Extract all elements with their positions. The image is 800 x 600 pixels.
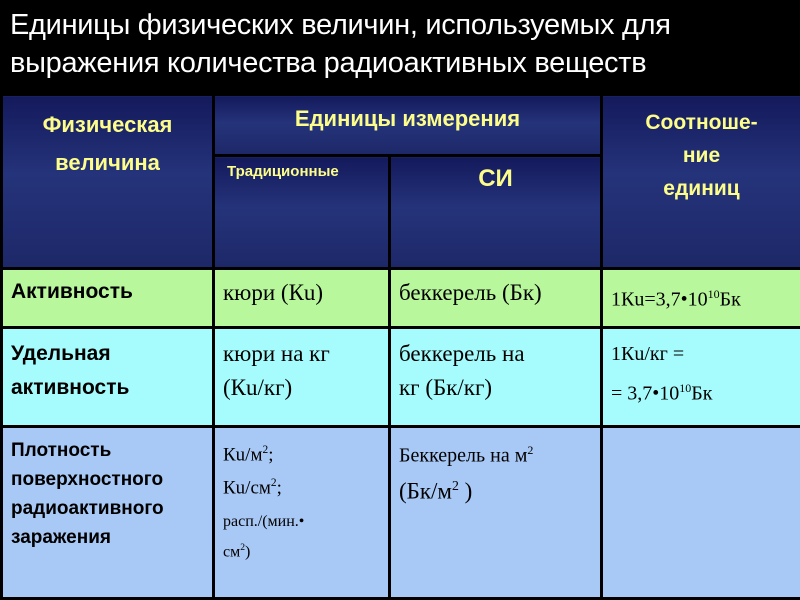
cell-ratio: $1Кu=3,7•10^{10}Бк$ bbox=[602, 269, 800, 328]
cell-traditional: $Кu/м^2$; $Кu/см^2$; расп./(мин.• $см^2$) bbox=[214, 427, 390, 599]
cell-si: беккерель на кг (Бк/кг) bbox=[390, 328, 602, 427]
table-row-specific-activity bbox=[2, 328, 800, 427]
cell-quantity: Активность bbox=[2, 269, 214, 328]
page-title bbox=[10, 6, 790, 82]
cell-quantity: Удельная активность bbox=[2, 328, 214, 427]
table-row-surface-density bbox=[2, 427, 800, 599]
header-si: СИ bbox=[390, 156, 602, 269]
title-line-2: выражения количества радиоактивных веществ bbox=[10, 47, 647, 79]
cell-quantity: Плотность поверхностного радиоактивного заражения bbox=[2, 427, 214, 599]
table-row-activity bbox=[2, 269, 800, 328]
cell-traditional: кюри на кг (Кu/кг) bbox=[214, 328, 390, 427]
cell-ratio: 1Кu/кг = = $3,7•10^{10}Бк$ bbox=[602, 328, 800, 427]
header-ratio: Соотноше- ние единиц bbox=[602, 95, 800, 269]
header-row bbox=[2, 95, 800, 156]
cell-si: Беккерель на $м^2$ ($Бк/м^2$ ) bbox=[390, 427, 602, 599]
header-physical-quantity: Физическая величина bbox=[2, 95, 214, 269]
title-line-1: Единицы физических величин, используемых для bbox=[10, 9, 671, 41]
units-table bbox=[0, 93, 800, 600]
header-units: Единицы измерения bbox=[214, 95, 602, 156]
header-traditional: Традиционные bbox=[214, 156, 390, 269]
cell-traditional: кюри (Кu) bbox=[214, 269, 390, 328]
cell-ratio bbox=[602, 427, 800, 599]
cell-si: беккерель (Бк) bbox=[390, 269, 602, 328]
